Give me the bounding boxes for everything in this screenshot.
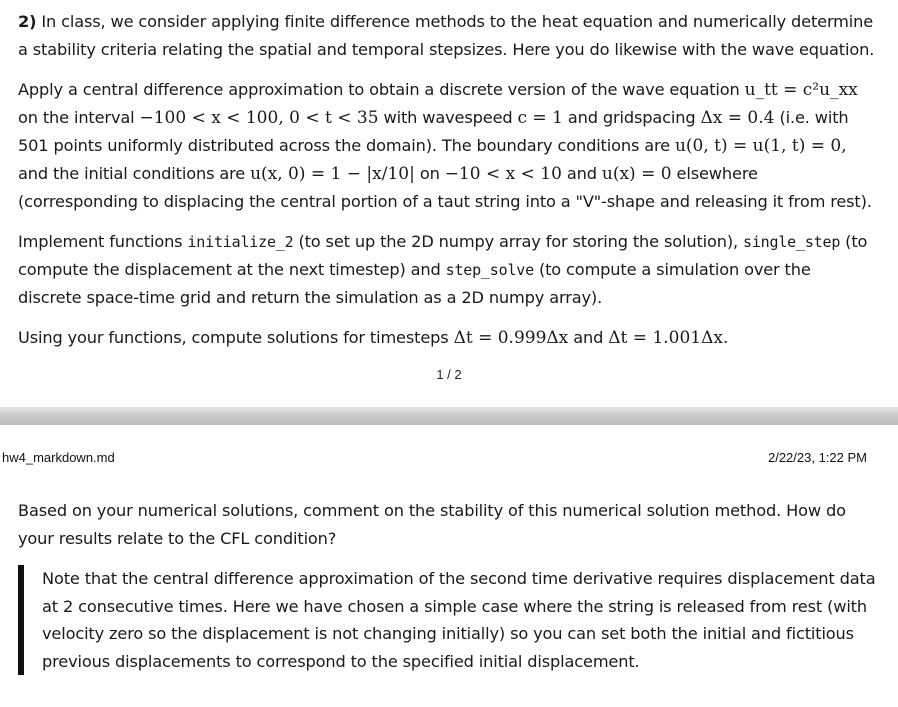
note-text: Note that the central difference approximation of the second time derivative requires displacement data at 2 consecutive times. Here we have chosen a simple case where the string is released from rest (with velocity zero so the displacement is not changing initially) so you can set both the initial and fictitious previous displacements to correspond to the specified initial displacement.: [42, 569, 876, 671]
text-segment: (to set up the 2D numpy array for storing the solution),: [293, 232, 744, 251]
problem-paragraph: [18, 76, 878, 216]
text-segment: on: [414, 164, 445, 183]
math-wavespeed: c = 1: [517, 108, 563, 128]
math-central-interval: −10 < x < 10: [444, 164, 562, 184]
print-header-filename: hw4_markdown.md: [2, 450, 115, 465]
intro-paragraph: [18, 8, 878, 64]
text-segment: elsewhere (corresponding to displacing the central portion of a taut string into a "V"-shape and releasing it from rest).: [18, 164, 872, 211]
text-segment: on the interval: [18, 108, 140, 127]
text-segment: (to compute the displacement at the next timestep) and: [18, 232, 868, 279]
math-boundary-conditions: u(0, t) = u(1, t) = 0,: [674, 136, 847, 156]
text-segment: (to compute a simulation over the discrete space-time grid and return the simulation as a 2D numpy array).: [18, 260, 811, 307]
intro-text: In class, we consider applying finite difference methods to the heat equation and numerically determine a stability criteria relating the spatial and temporal stepsizes. Here you do likewise with the wave equation.: [18, 12, 875, 59]
implement-paragraph: [18, 228, 878, 312]
code-initialize-2: initialize_2: [187, 233, 294, 251]
text-segment: and: [561, 164, 602, 183]
text-segment: Using your functions, compute solutions for timesteps: [18, 328, 454, 347]
text-segment: and gridspacing: [562, 108, 701, 127]
math-elsewhere-condition: u(x) = 0: [601, 164, 672, 184]
print-header-datetime: 2/22/23, 1:22 PM: [767, 450, 867, 465]
code-single-step: single_step: [743, 233, 841, 251]
math-timestep-stable: Δt = 0.999Δx: [453, 328, 569, 348]
page-number: 1 / 2: [436, 367, 462, 382]
timestep-paragraph: [18, 324, 878, 352]
page-one-content: [18, 8, 878, 364]
page-two-content: [18, 497, 878, 553]
text-segment: and the initial conditions are: [18, 164, 251, 183]
text-segment: (i.e. with 501 points uniformly distributed across the domain). The boundary conditions are: [18, 108, 849, 155]
stability-question: Based on your numerical solutions, comment on the stability of this numerical solution method. How do your results relate to the CFL condition?: [18, 501, 846, 548]
math-timestep-unstable: Δt = 1.001Δx.: [608, 328, 729, 348]
text-segment: Apply a central difference approximation to obtain a discrete version of the wave equation: [18, 80, 745, 99]
math-wave-equation: u_tt = c²u_xx: [744, 80, 858, 100]
question-number: 2): [18, 12, 37, 31]
page-separator: [0, 407, 898, 425]
text-segment: with wavespeed: [378, 108, 518, 127]
code-step-solve: step_solve: [445, 261, 534, 279]
math-domain: −100 < x < 100, 0 < t < 35: [139, 108, 379, 128]
math-initial-condition: u(x, 0) = 1 − |x/10|: [250, 164, 415, 184]
math-gridspacing: Δx = 0.4: [700, 108, 775, 128]
text-segment: Implement functions: [18, 232, 188, 251]
note-blockquote: [18, 565, 892, 675]
text-segment: and: [568, 328, 609, 347]
